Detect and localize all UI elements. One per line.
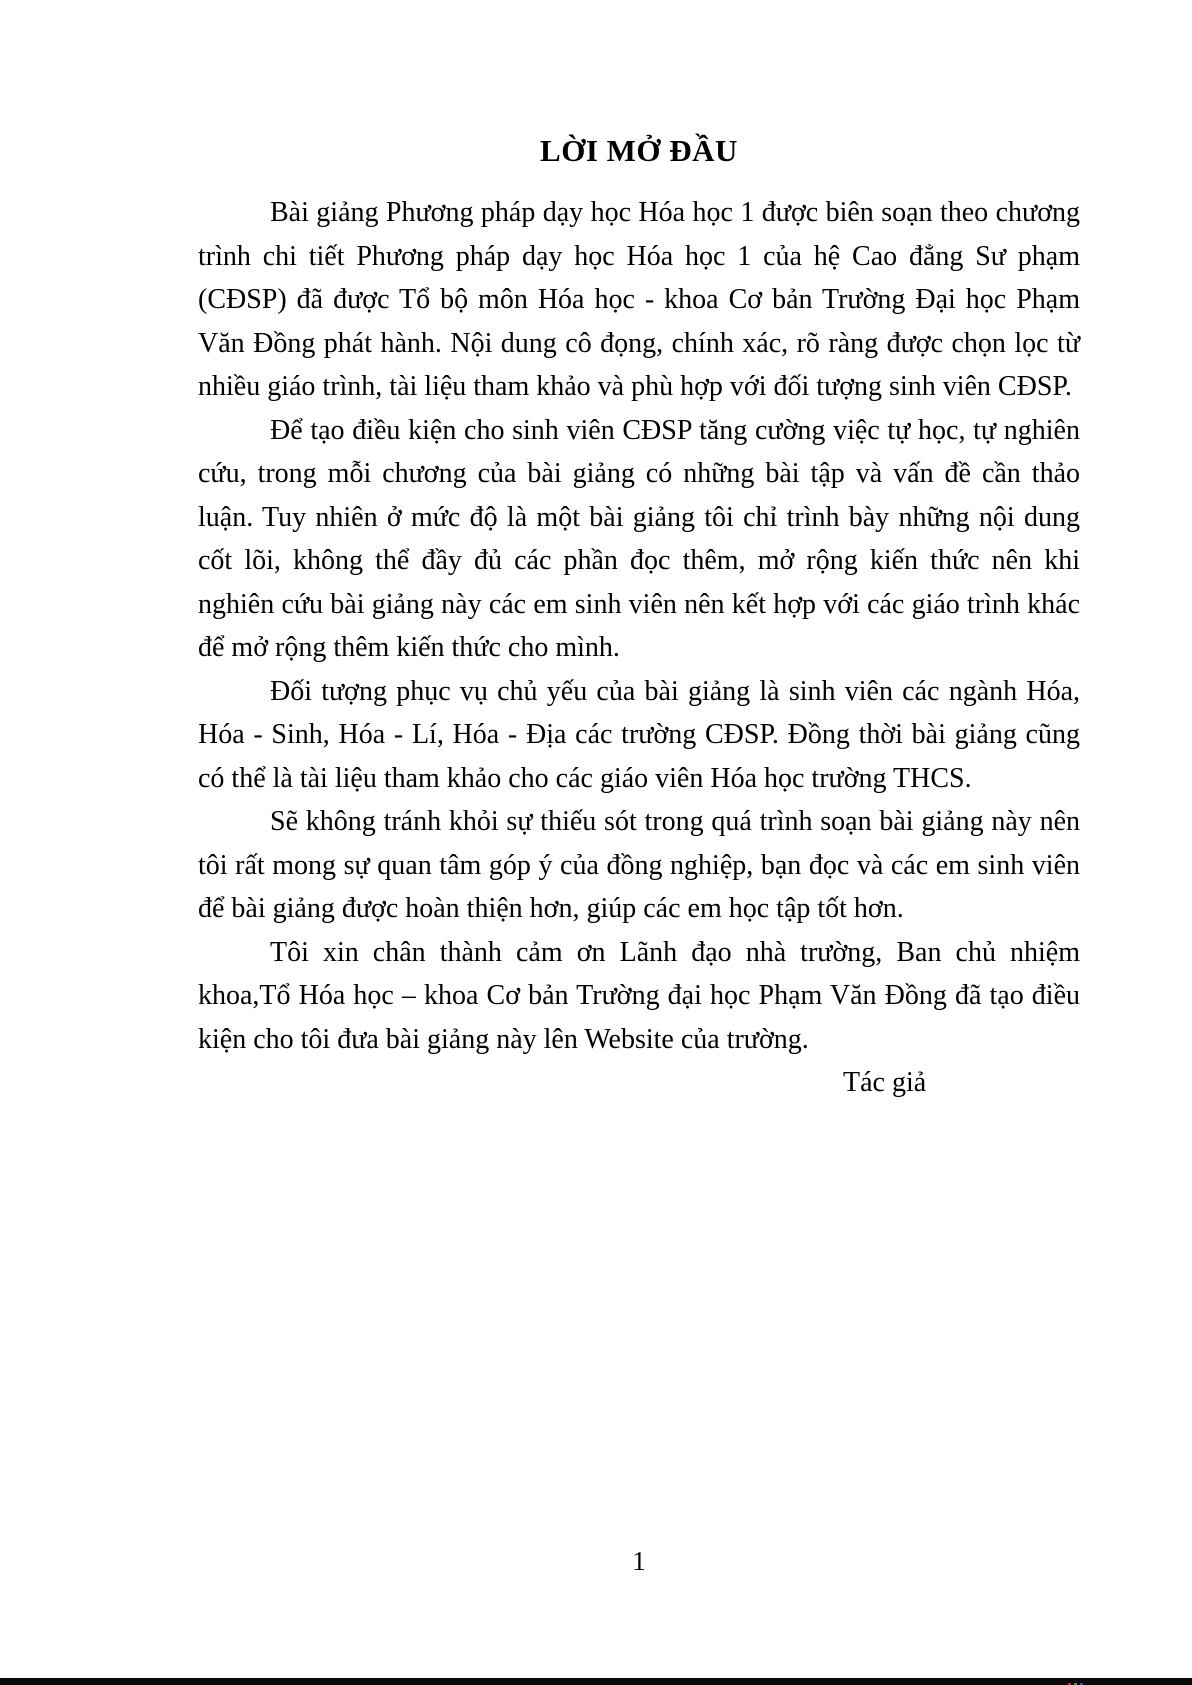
viewer-bottom-edge [0, 1678, 1192, 1685]
author-signature: Tác giả [843, 1067, 927, 1098]
page-content [198, 0, 1080, 1105]
paragraph-thanks: Tôi xin chân thành cảm ơn Lãnh đạo nhà trường, Ban chủ nhiệm khoa,Tổ Hóa học – khoa Cơ bản Trường đại học Phạm Văn Đồng đã tạo điều kiện cho tôi đưa bài giảng này lên Website của trường. [198, 936, 1080, 1055]
paragraph-intro: Bài giảng Phương pháp dạy học Hóa học 1 được biên soạn theo chương trình chi tiết Phương pháp dạy học Hóa học 1 của hệ Cao đẳng Sư phạm (CĐSP) đã được Tổ bộ môn Hóa học - khoa Cơ bản Trường Đại học Phạm Văn Đồng phát hành. Nội dung cô đọng, chính xác, rõ ràng được chọn lọc từ nhiều giáo trình, tài liệu tham khảo và phù hợp với đối tượng sinh viên CĐSP. [198, 197, 1080, 402]
paragraph-audience: Đối tượng phục vụ chủ yếu của bài giảng là sinh viên các ngành Hóa, Hóa - Sinh, Hóa - Lí, Hóa - Địa các trường CĐSP. Đồng thời bài giảng cũng có thể là tài liệu tham khảo cho các giáo viên Hóa học trường THCS. [198, 675, 1080, 794]
paragraph-feedback: Sẽ không tránh khỏi sự thiếu sót trong quá trình soạn bài giảng này nên tôi rất mong sự quan tâm góp ý của đồng nghiệp, bạn đọc và các em sinh viên để bài giảng được hoàn thiện hơn, giúp các em học tập tốt hơn. [198, 806, 1080, 924]
page-number: 1 [632, 1546, 646, 1576]
page-title: LỜI MỞ ĐẦU [540, 133, 738, 168]
paragraph-self-study: Để tạo điều kiện cho sinh viên CĐSP tăng cường việc tự học, tự nghiên cứu, trong mỗi chương của bài giảng có những bài tập và vấn đề cần thảo luận. Tuy nhiên ở mức độ là một bài giảng tôi chỉ trình bày những nội dung cốt lõi, không thể đầy đủ các phần đọc thêm, mở rộng kiến thức nên khi nghiên cứu bài giảng này các em sinh viên nên kết hợp với các giáo trình khác để mở rộng thêm kiến thức cho mình. [198, 414, 1080, 663]
